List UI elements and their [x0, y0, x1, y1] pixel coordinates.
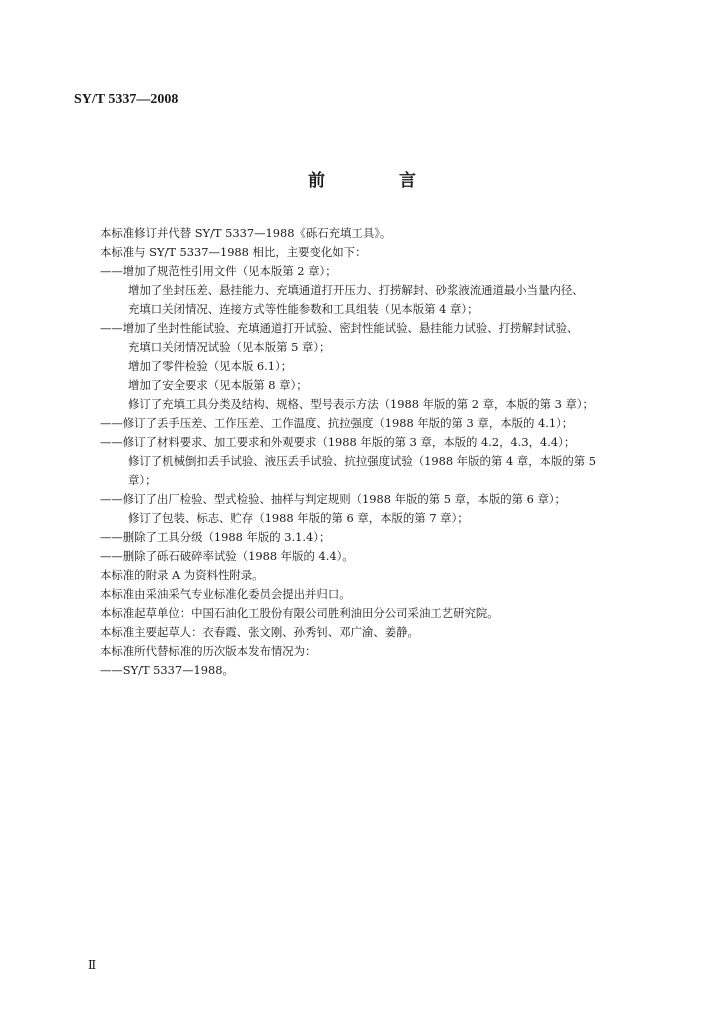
list-item: 增加了坐封压差、悬挂能力、充填通道打开压力、打捞解封、砂浆液流通道最小当量内径、: [128, 283, 584, 297]
page-title: 前 言: [308, 171, 450, 191]
list-item-continuation: 充填口关闭情况、连接方式等性能参数和工具组装（见本版第 4 章）；: [128, 302, 479, 316]
list-item: ——增加了规范性引用文件（见本版第 2 章）；: [100, 264, 337, 278]
list-item: ——SY/T 5337—1988。: [100, 663, 234, 677]
list-item: ——修订了丢手压差、工作压差、工作温度、抗拉强度（1988 年版的第 3 章，本版的 4.1）；: [100, 416, 574, 430]
list-item-continuation: 章）；: [128, 473, 157, 487]
document-code: SY/T 5337—2008: [74, 92, 179, 107]
list-item: 修订了包装、标志、贮存（1988 年版的第 6 章，本版的第 7 章）；: [128, 511, 469, 525]
list-item: 修订了充填工具分类及结构、规格、型号表示方法（1988 年版的第 2 章，本版的第 3 章）；: [128, 397, 594, 411]
list-item: ——修订了出厂检验、型式检验、抽样与判定规则（1988 年版的第 5 章，本版的第 6 章）；: [100, 492, 566, 506]
text-line: 本标准起草单位：中国石油化工股份有限公司胜利油田分公司采油工艺研究院。: [100, 606, 499, 620]
list-item: 修订了机械倒扣丢手试验、液压丢手试验、抗拉强度试验（1988 年版的第 4 章，本版的第 5: [128, 454, 597, 468]
list-item: ——修订了材料要求、加工要求和外观要求（1988 年版的第 3 章，本版的 4.2，4.3，4.4）；: [100, 435, 576, 449]
list-item: ——删除了砾石破碎率试验（1988 年版的 4.4）。: [100, 549, 354, 563]
text-line: 本标准与 SY/T 5337—1988 相比，主要变化如下：: [100, 245, 367, 259]
list-item: ——删除了工具分级（1988 年版的 3.1.4）；: [100, 530, 331, 544]
text-line: 本标准修订并代替 SY/T 5337—1988《砾石充填工具》。: [100, 226, 392, 240]
page-number: Ⅱ: [88, 958, 97, 972]
text-line: 本标准所代替标准的历次版本发布情况为：: [100, 644, 317, 658]
list-item: ——增加了坐封性能试验、充填通道打开试验、密封性能试验、悬挂能力试验、打捞解封试验、: [100, 321, 579, 335]
list-item: 增加了安全要求（见本版第 8 章）；: [128, 378, 308, 392]
text-line: 本标准主要起草人：衣春霞、张文刚、孙秀钊、邓广渝、姜静。: [100, 625, 419, 639]
foreword-body: [100, 224, 660, 680]
text-line: 本标准的附录 A 为资料性附录。: [100, 568, 264, 582]
text-line: 本标准由采油采气专业标准化委员会提出并归口。: [100, 587, 351, 601]
list-item: 增加了零件检验（见本版 6.1）；: [128, 359, 293, 373]
list-item-continuation: 充填口关闭情况试验（见本版第 5 章）；: [128, 340, 331, 354]
